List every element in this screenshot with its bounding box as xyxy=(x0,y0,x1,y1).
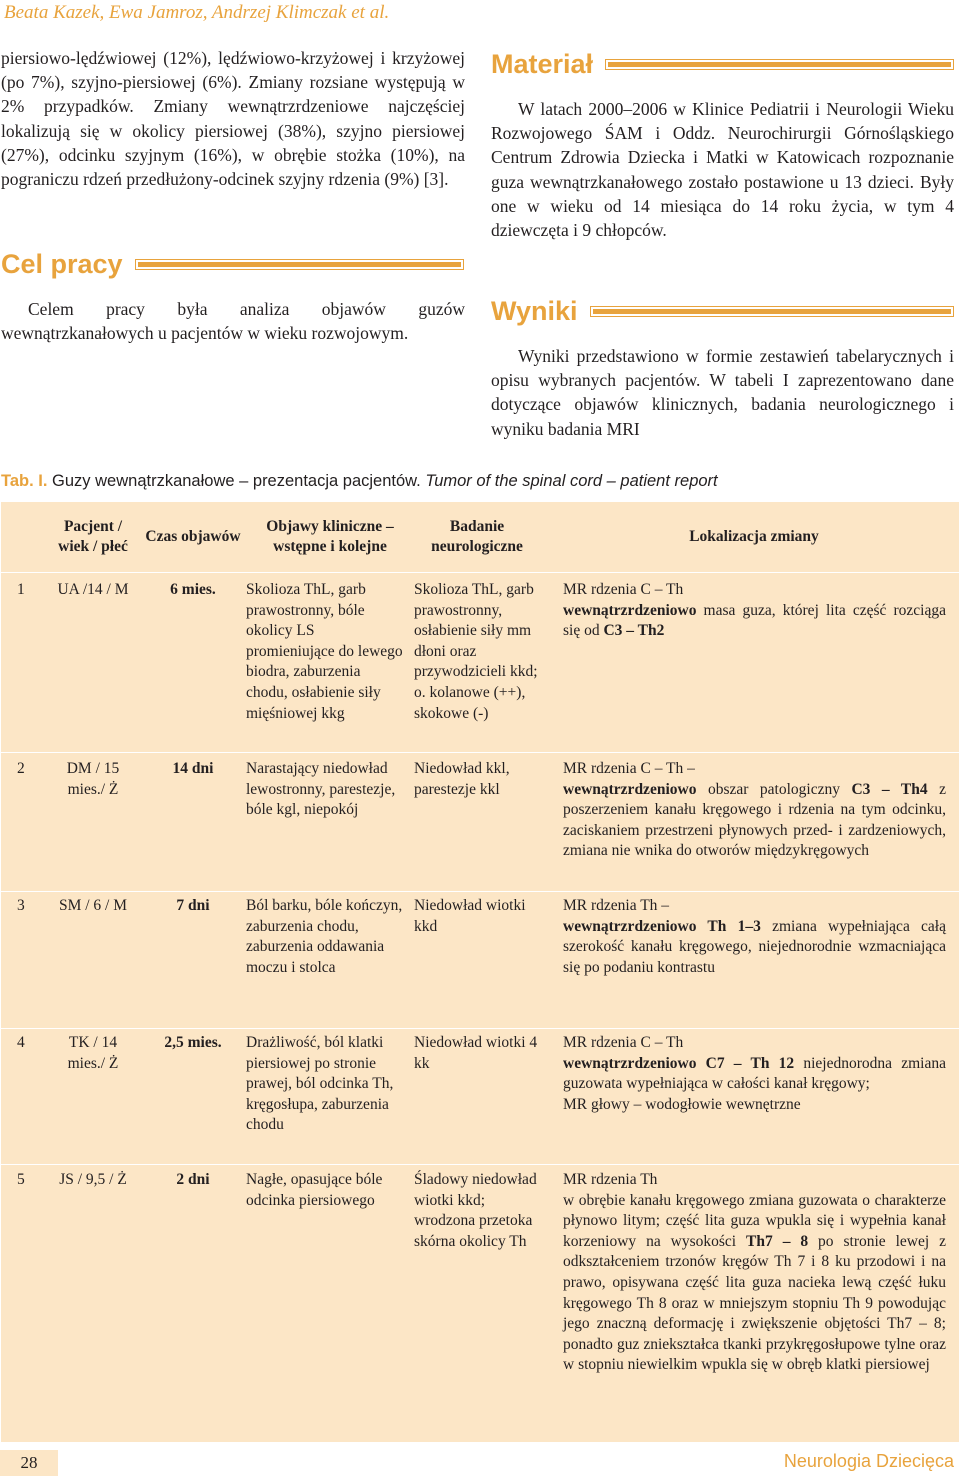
location-text: obszar patologiczny xyxy=(696,780,852,798)
patient-cell: DM / 15 mies./ Ż xyxy=(66,760,120,798)
intro-paragraph: piersiowo-lędźwiowej (12%), lędźwiowo-krzyżowej i krzyżowej (po 7%), szyjno-piersiowej (6%). Zmiany rozsiane występują w 2% przypadków. Zmiany wewnątrzrdzeniowe najczęściej lokalizują się w okolicy piersiowej (38%), szyjno piersiowej (27%), odcinku szyjnym (16%), w obrębie stożka (10%), na pograniczu rdzeń przedłużony-odcinek szyjny rdzenia (9%) [3]. xyxy=(1,48,465,190)
table-title-en: Tumor of the spinal cord – patient report xyxy=(425,472,718,490)
location-detail xyxy=(563,917,946,979)
cel-pracy-text xyxy=(1,297,465,345)
location-bold: C3 – Th4 xyxy=(851,780,928,798)
section-title: Wyniki xyxy=(491,296,578,326)
neuro-cell: Niedowład wiotki 4 kk xyxy=(414,1034,538,1072)
time-cell: 7 dni xyxy=(176,897,210,914)
table-row xyxy=(1,759,959,889)
symptoms-cell: Drażliwość, ból klatki piersiowej po stronie prawej, ból odcinka Th, kręgosłupa, zaburzenia chodu xyxy=(246,1034,394,1134)
patient-cell: UA /14 / M xyxy=(57,581,129,598)
location-cell xyxy=(563,1033,946,1115)
header-neuro: Badanie neurologiczne xyxy=(431,518,523,555)
header-time: Czas objawów xyxy=(145,528,241,545)
table-row xyxy=(1,1170,959,1438)
location-line: MR rdzenia C – Th xyxy=(563,581,684,598)
location-detail xyxy=(563,780,946,862)
location-line: MR rdzenia C – Th – xyxy=(563,760,695,777)
row-divider xyxy=(1,752,959,753)
header-patient: Pacjent / wiek / płeć xyxy=(58,518,128,555)
symptoms-cell: Skolioza ThL, garb prawostronny, bóle okolicy LS promieniujące do lewego biodra, zaburzenia chodu, osłabienie siły mięśniowej kkg xyxy=(246,581,403,722)
location-bold: wewnątrzrdzeniowo Th 1–3 xyxy=(563,917,761,935)
location-cell xyxy=(563,896,946,978)
row-number: 2 xyxy=(17,760,25,777)
location-text: po stronie lewej z odkształceniem trzonów kręgów Th 7 i 8 ku przodowi i na prawo, opisywana część lita guza nacieka lewą część łuku kręgowego Th 8 oraz w mniejszym stopniu Th 9 powodując jego znaczną deformację i zwiększenie objętości Th7 – 8; ponadto guz zniekształca tkanki przykręgosłupowe tylne oraz w stopniu niewielkim wpukla się w obręb klatki piersiowej xyxy=(563,1232,946,1374)
wyniki-text xyxy=(491,344,954,441)
location-bold: wewnątrzrdzeniowo xyxy=(563,601,697,619)
neuro-cell: Niedowład wiotki kkd xyxy=(414,897,526,935)
left-column-intro xyxy=(1,46,465,191)
row-number: 5 xyxy=(17,1171,25,1188)
time-cell: 2,5 mies. xyxy=(164,1034,222,1051)
location-detail xyxy=(563,601,946,642)
location-line: MR rdzenia C – Th xyxy=(563,1034,684,1051)
header-location: Lokalizacja zmiany xyxy=(689,528,819,545)
table-label: Tab. I. xyxy=(1,472,48,490)
patients-table xyxy=(1,502,959,1442)
location-bold: wewnątrzrdzeniowo C7 – Th 12 xyxy=(563,1054,795,1072)
location-text: w obrębie kanału kręgowego zmiana guzowata o charakterze płynowo litym; część lita guza wpukla się i wypełnia kanał korzeniowy na wysokości xyxy=(563,1191,946,1250)
location-line: MR głowy – wodogłowie wewnętrzne xyxy=(563,1095,801,1113)
table-row xyxy=(1,580,959,748)
symptoms-cell: Ból barku, bóle kończyn, zaburzenia chodu, zaburzenia oddawania moczu i stolca xyxy=(246,897,403,976)
page-number: 28 xyxy=(0,1450,58,1476)
row-number: 1 xyxy=(17,581,25,598)
row-divider xyxy=(1,1164,959,1165)
cel-pracy-heading xyxy=(1,249,464,280)
patient-cell: JS / 9,5 / Ż xyxy=(59,1171,127,1188)
section-title: Materiał xyxy=(491,49,594,79)
location-detail xyxy=(563,1191,946,1376)
location-cell xyxy=(563,759,946,862)
table-title-pl: Guzy wewnątrzkanałowe – prezentacja pacjentów. xyxy=(52,472,421,490)
section-title: Cel pracy xyxy=(1,249,123,279)
journal-name: Neurologia Dziecięca xyxy=(783,1451,954,1471)
neuro-cell: Śladowy niedowład wiotki kkd; wrodzona przetoka skórna okolicy Th xyxy=(414,1171,537,1250)
location-bold: C3 – Th2 xyxy=(603,622,665,640)
location-text: zmiana wypełniająca całą szerokość kanału kręgowego, niejednorodnie wzmacniająca się po podaniu kontrastu xyxy=(563,917,946,976)
patient-cell: TK / 14 mies./ Ż xyxy=(67,1034,119,1072)
location-text: z poszerzeniem kanału kręgowego i rdzenia na tym odcinku, zaciskaniem przestrzeni płynowych przed- i zardzeniowych, zmiana nie wnika do otworów międzykręgowych xyxy=(563,780,947,860)
location-line: MR rdzenia Th – xyxy=(563,897,670,914)
wyniki-heading xyxy=(491,296,954,327)
location-bold: wewnątrzrdzeniowo xyxy=(563,780,697,798)
material-heading xyxy=(491,49,954,80)
location-text: masa guza, której lita część rozciąga się od xyxy=(563,601,946,640)
location-line: MR rdzenia Th xyxy=(563,1171,658,1188)
location-text: niejednorodna zmiana guzowata wypełniająca w całości kanał kręgowy; xyxy=(563,1054,946,1093)
neuro-cell: Niedowład kkl, parestezje kkl xyxy=(414,760,510,798)
wyniki-paragraph: Wyniki przedstawiono w formie zestawień tabelarycznych i opisu wybranych pacjentów. W tabeli I zaprezentowano dane dotyczące objawów klinicznych, badania neurologicznego i wyniku badania MRI xyxy=(491,346,954,439)
running-header: Beata Kazek, Ewa Jamroz, Andrzej Klimczak et al. xyxy=(4,2,390,23)
heading-rule xyxy=(605,59,954,70)
header-divider xyxy=(1,572,959,573)
patient-cell: SM / 6 / M xyxy=(58,897,128,914)
time-cell: 6 mies. xyxy=(170,581,216,598)
heading-rule xyxy=(135,259,464,270)
location-cell xyxy=(563,580,946,642)
cel-paragraph: Celem pracy była analiza objawów guzów wewnątrzkanałowych u pacjentów w wieku rozwojowym. xyxy=(1,299,465,344)
row-number: 4 xyxy=(17,1034,25,1051)
table-row xyxy=(1,896,959,1026)
material-text xyxy=(491,97,954,242)
symptoms-cell: Nagłe, opasujące bóle odcinka piersiowego xyxy=(246,1171,383,1209)
heading-rule xyxy=(590,306,954,317)
row-number: 3 xyxy=(17,897,25,914)
row-divider xyxy=(1,891,959,892)
location-bold: Th7 – 8 xyxy=(746,1232,809,1250)
table-caption xyxy=(1,472,718,491)
time-cell: 14 dni xyxy=(172,760,214,777)
neuro-cell: Skolioza ThL, garb prawostronny, osłabienie siły mm dłoni oraz przywodzicieli kkd; o. kolanowe (++), skokowe (-) xyxy=(414,581,538,722)
row-divider xyxy=(1,1028,959,1029)
location-cell xyxy=(563,1170,946,1376)
material-paragraph: W latach 2000–2006 w Klinice Pediatrii i Neurologii Wieku Rozwojowego ŚAM i Oddz. Neurochirurgii Górnośląskiego Centrum Zdrowia Dziecka i Matki w Katowicach rozpoznanie guza wewnątrzkanałowego zostało postawione u 13 dzieci. Były one w wieku od 14 miesiąca do 14 roku życia, w tym 4 dziewczęta i 9 chłopców. xyxy=(491,99,954,241)
table-row xyxy=(1,1033,959,1163)
location-detail xyxy=(563,1054,946,1095)
header-symptoms: Objawy kliniczne – wstępne i kolejne xyxy=(266,518,394,555)
symptoms-cell: Narastający niedowład lewostronny, parestezje, bóle kgl, niepokój xyxy=(246,760,396,819)
time-cell: 2 dni xyxy=(176,1171,210,1188)
